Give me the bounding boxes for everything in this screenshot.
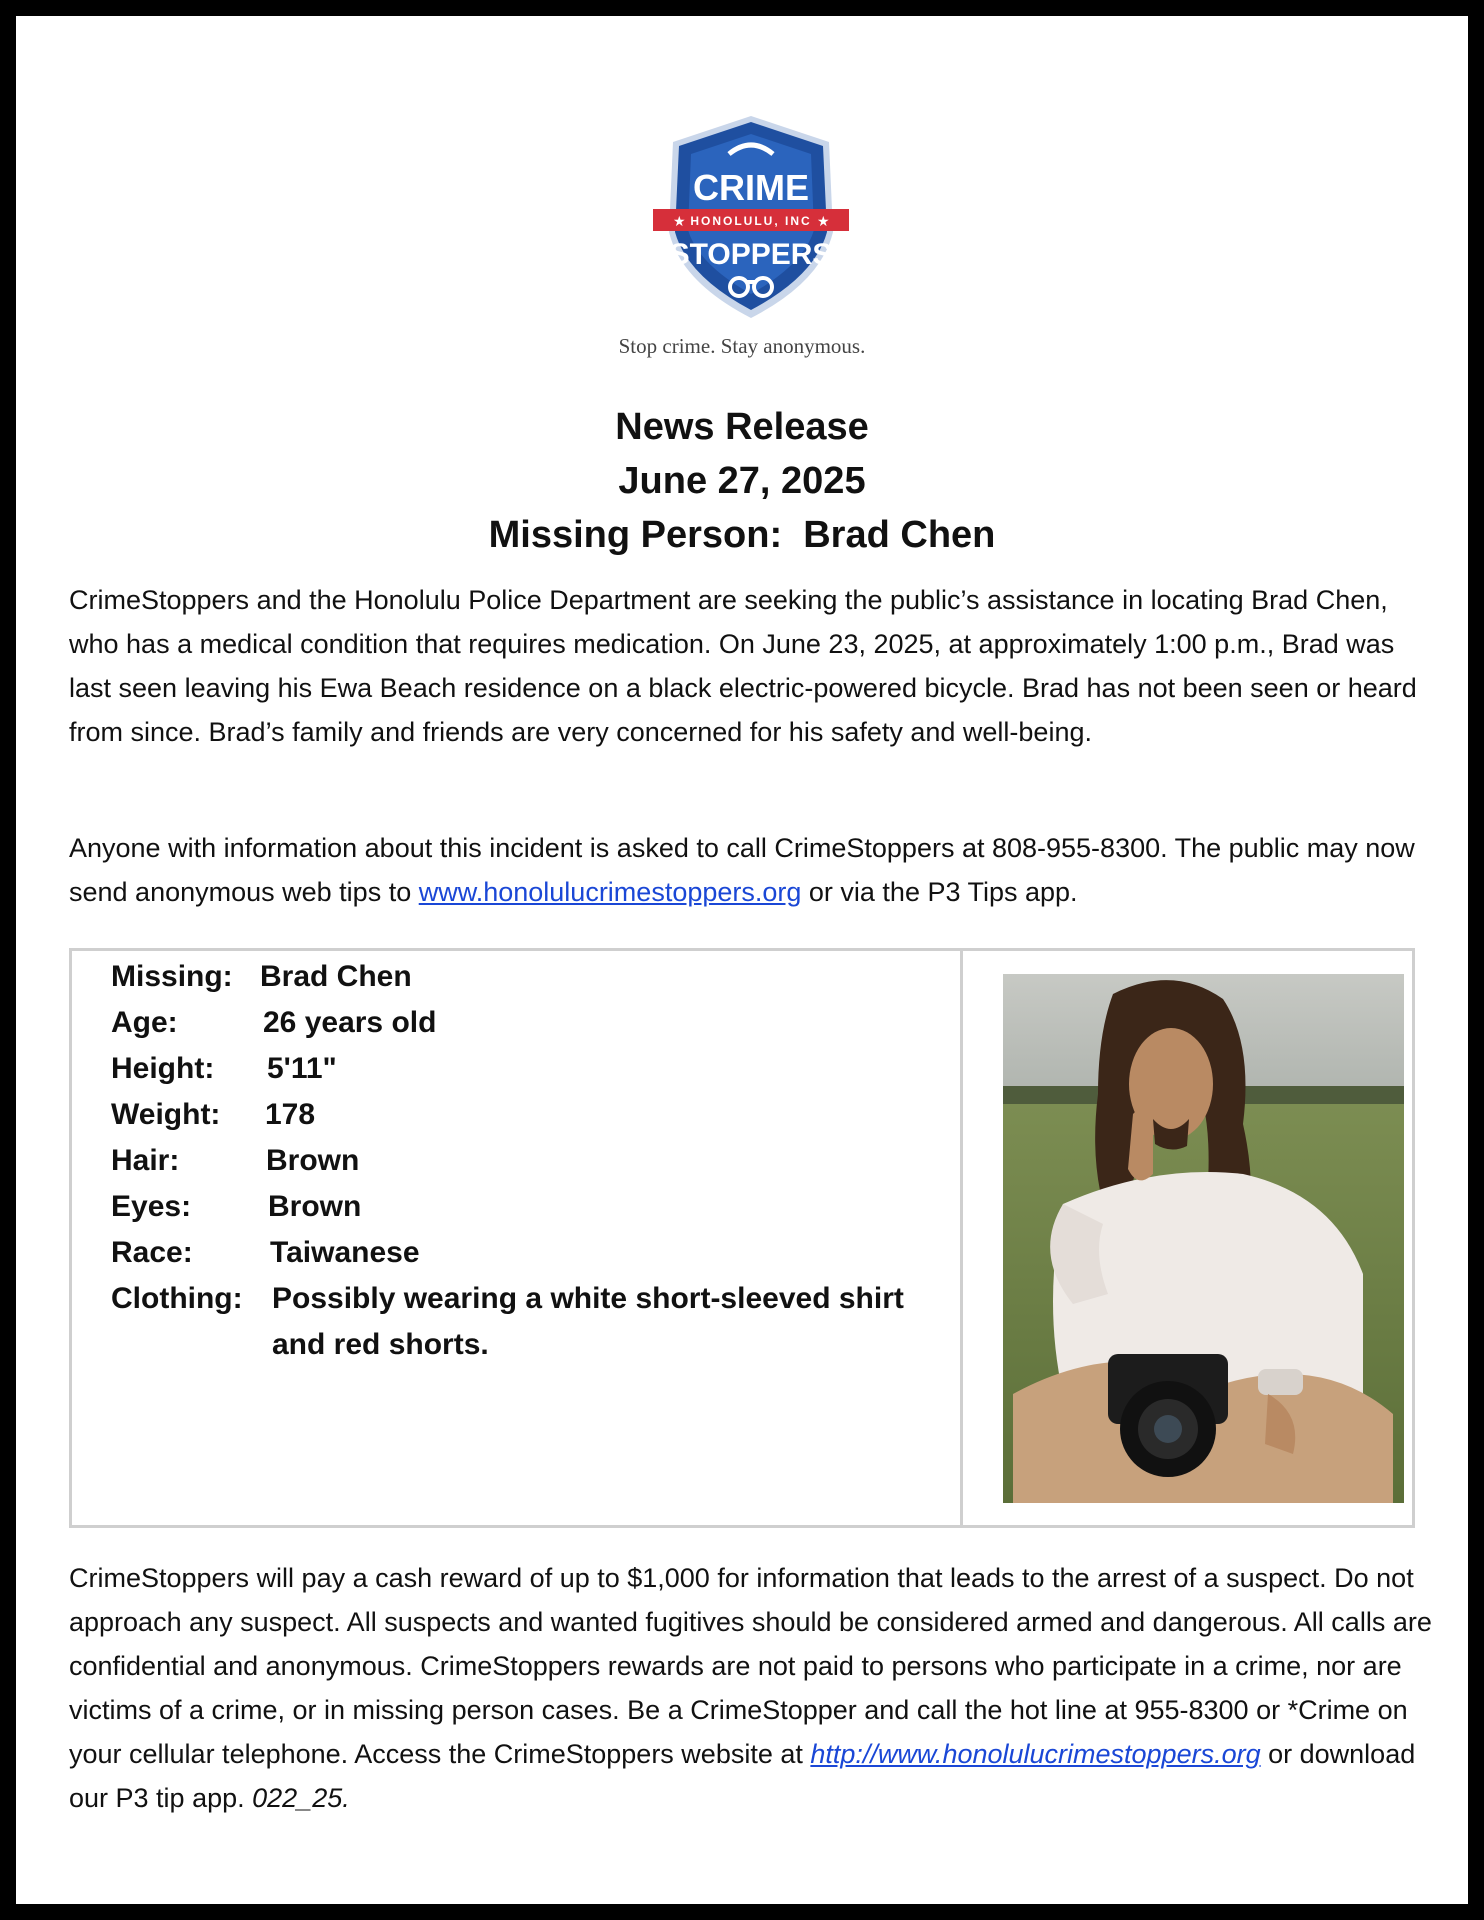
detail-label: Weight: [111, 1098, 221, 1131]
contact-text: Anyone with information about this incident is asked to call CrimeStoppers at 808-955-8300. The public may now send anonymous web tips to [69, 833, 1415, 907]
detail-weight [111, 1092, 951, 1138]
logo-tagline: Stop crime. Stay anonymous. [618, 334, 866, 358]
detail-value: Brown [266, 1144, 360, 1177]
detail-label: Clothing: [111, 1282, 243, 1315]
contact-text-end: or via the P3 Tips app. [801, 877, 1078, 907]
missing-person-details [111, 954, 951, 1368]
detail-missing [111, 954, 951, 1000]
detail-clothing [111, 1276, 951, 1368]
release-title: News Release [615, 406, 869, 448]
release-code: 022_25. [252, 1783, 350, 1813]
detail-age [111, 1000, 951, 1046]
tips-website-link[interactable]: www.honolulucrimestoppers.org [418, 877, 802, 907]
detail-hair [111, 1138, 951, 1184]
logo-bottom-word: STOPPERS [669, 238, 833, 271]
reward-text: CrimeStoppers will pay a cash reward of up to $1,000 for information that leads to the arrest of a suspect. Do not approach any suspect. All suspects and wanted fugitives should be considered armed and dangerous. All calls are confidential and anonymous. CrimeStoppers rewards are not paid to persons who participate in a crime, nor are victims of a crime, or in missing person cases. Be a CrimeStopper and call the hot line at 955-8300 or *Crime on your cellular telephone. Access the CrimeStoppers website at [69, 1563, 1432, 1769]
box-divider [960, 948, 963, 1528]
reward-paragraph [69, 1556, 1439, 1820]
detail-label: Race: [111, 1236, 193, 1269]
detail-label: Age: [111, 1006, 178, 1039]
detail-value: 26 years old [263, 1006, 437, 1039]
detail-value: Possibly wearing a white short-sleeved shirt and red shorts. [272, 1282, 904, 1361]
detail-label: Missing: [111, 960, 233, 993]
detail-value: 178 [265, 1098, 316, 1131]
star-icon: ★ [817, 213, 830, 229]
missing-person-photo [1003, 974, 1404, 1503]
detail-eyes [111, 1184, 951, 1230]
release-date: June 27, 2025 [618, 460, 866, 502]
detail-label: Height: [111, 1052, 215, 1085]
detail-label: Eyes: [111, 1190, 192, 1223]
logo-ribbon-text: HONOLULU, INC [690, 214, 812, 228]
detail-label: Hair: [111, 1144, 180, 1177]
detail-value: Brad Chen [260, 960, 412, 993]
detail-race [111, 1230, 951, 1276]
detail-value: Taiwanese [270, 1236, 420, 1269]
detail-height [111, 1046, 951, 1092]
reward-text-end: or download our P3 tip app. [69, 1739, 1416, 1813]
crimestoppers-logo [651, 112, 851, 322]
detail-value: 5'11" [267, 1052, 337, 1085]
document-page [16, 16, 1468, 1904]
logo-top-word: CRIME [693, 167, 809, 208]
detail-value: Brown [268, 1190, 362, 1223]
contact-paragraph [69, 826, 1439, 914]
crimestoppers-website-link[interactable]: http://www.honolulucrimestoppers.org [810, 1739, 1261, 1769]
release-subject: Missing Person: Brad Chen [488, 514, 996, 556]
intro-paragraph: CrimeStoppers and the Honolulu Police Department are seeking the public’s assistance in locating Brad Chen, who has a medical condition that requires medication. On June 23, 2025, at approximately 1:00 p.m., Brad was last seen leaving his Ewa Beach residence on a black electric-powered bicycle. Brad has not been seen or heard from since. Brad’s family and friends are very concerned for his safety and well-being. [69, 585, 1417, 747]
star-icon: ★ [673, 213, 686, 229]
